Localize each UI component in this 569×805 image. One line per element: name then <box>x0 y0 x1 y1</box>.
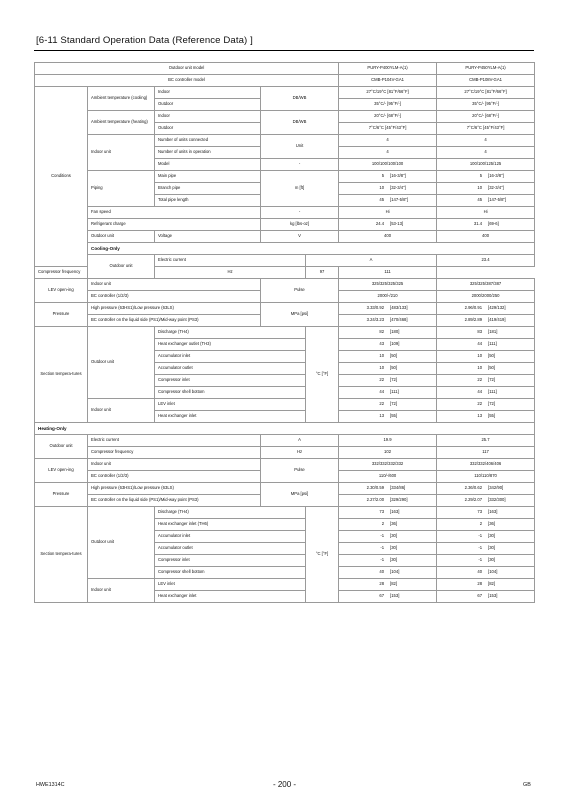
label-temperature-point: Discharge (TH4) <box>155 327 306 339</box>
unit-pulse: Pulse <box>261 279 339 303</box>
header-rule <box>34 50 534 51</box>
table-row <box>35 219 535 231</box>
value-imperial: [82] <box>488 581 496 587</box>
value-imperial: [163] <box>390 509 400 515</box>
label-temperature-point: Accumulator inlet <box>155 351 306 363</box>
value-cell <box>437 579 535 591</box>
unit-hz: Hz <box>155 267 306 279</box>
value-cell <box>437 483 535 495</box>
value-cell <box>339 171 437 183</box>
value-imperial: [53-13] <box>390 221 404 227</box>
value-imperial: [30] <box>488 557 496 563</box>
section-cooling: Cooling-Only <box>88 243 535 255</box>
value-imperial: [32-3/4"] <box>390 185 406 191</box>
value-si: 31.4 <box>473 221 483 227</box>
value-cell <box>339 315 437 327</box>
value-imperial: [111] <box>488 341 497 347</box>
value-cell <box>339 411 437 423</box>
label-temperature-point: Heat exchanger inlet <box>155 591 306 603</box>
table-row <box>35 231 535 243</box>
value-cell <box>437 387 535 399</box>
table-row <box>35 135 535 147</box>
label-pressure: Pressure <box>35 303 88 327</box>
value-si: 40 <box>477 569 483 575</box>
value-si: 22 <box>477 377 483 383</box>
value-si: -1 <box>380 557 385 563</box>
label-branch-pipe: Branch pipe <box>155 183 261 195</box>
doc-code: HWE1314C <box>36 782 65 788</box>
value-si: 3.33/0.92 <box>366 305 385 311</box>
value-cell: Hi <box>437 207 535 219</box>
unit-mpa: MPa [psi] <box>261 303 339 327</box>
value-cell: 27°C/19°C [81°F/66°F] <box>437 87 535 99</box>
value-cell: 7°C/6°C [45°F/43°F] <box>339 123 437 135</box>
label-temperature-point: Accumulator outlet <box>155 363 306 375</box>
table-row <box>35 447 535 459</box>
value-si: -1 <box>380 545 385 551</box>
label-piping: Piping <box>88 171 155 207</box>
section-heating: Heating-Only <box>35 423 535 435</box>
value-si: 2.29/2.07 <box>464 497 483 503</box>
value-cell: 2000/-/210 <box>339 291 437 303</box>
value-si: 40 <box>379 569 385 575</box>
value-cell <box>437 591 535 603</box>
value-imperial: [16-3/8"] <box>390 173 406 179</box>
value-imperial: [419/419] <box>488 317 506 323</box>
value-si: 45 <box>379 197 385 203</box>
value-imperial: [32-3/4"] <box>488 185 504 191</box>
value-imperial: [470/468] <box>390 317 408 323</box>
value-cell <box>437 339 535 351</box>
unit-dbwb: DB/WB <box>261 111 339 135</box>
label-electric-current: Electric current <box>88 435 261 447</box>
page-number: - 200 - <box>272 780 297 789</box>
value-cell: 4 <box>339 135 437 147</box>
value-si: 10 <box>477 353 483 359</box>
value-cell <box>339 579 437 591</box>
unit-a: A <box>306 255 437 267</box>
value-si: 67 <box>477 593 483 599</box>
value-si: 2.89/2.89 <box>464 317 483 323</box>
value-si: 10 <box>379 353 385 359</box>
label-outdoor-unit: Outdoor unit <box>88 255 155 279</box>
value-imperial: [153] <box>390 593 400 599</box>
table-row <box>35 507 535 519</box>
value-cell: 35°C/- [95°F/-] <box>437 99 535 111</box>
value-si: 2.27/2.00 <box>366 497 385 503</box>
table-row <box>35 423 535 435</box>
value-cell: 20°C/- [68°F/-] <box>437 111 535 123</box>
value-imperial: [147-5/8"] <box>488 197 507 203</box>
unit-m-ft: m [ft] <box>261 171 339 207</box>
unit-unit: Unit <box>261 135 339 159</box>
value-imperial: [104] <box>390 569 400 575</box>
value-imperial: [30] <box>390 533 398 539</box>
value-imperial: [147-5/8"] <box>390 197 409 203</box>
value-imperial: [429/132] <box>488 305 506 311</box>
unit-dash: - <box>261 159 339 171</box>
value-cell: 111 <box>339 267 437 279</box>
value-cell <box>339 339 437 351</box>
label-outdoor-unit: Outdoor unit <box>88 231 155 243</box>
value-cell: 400 <box>437 231 535 243</box>
value-si: 28 <box>477 581 483 587</box>
label-bc-pressure: BC controller on the liquid side (PS1)/Mid-way point (PS3) <box>88 495 261 507</box>
unit-dash: - <box>261 207 339 219</box>
value-cell <box>339 363 437 375</box>
table-row <box>35 171 535 183</box>
value-si: 2.30/0.59 <box>366 485 385 491</box>
unit-degc: °C [°F] <box>306 507 339 603</box>
value-cell <box>437 567 535 579</box>
label-units-operation: Number of units in operation <box>155 147 261 159</box>
value-si: 83 <box>477 329 483 335</box>
value-cell <box>437 399 535 411</box>
label-outdoor-unit: Outdoor unit <box>35 435 88 459</box>
value-cell <box>437 351 535 363</box>
value-cell <box>437 555 535 567</box>
label-main-pipe: Main pipe <box>155 171 261 183</box>
label-indoor-unit: Indoor unit <box>88 579 155 603</box>
label-ambient-cooling: Ambient temperature (cooling) <box>88 87 155 111</box>
value-cell <box>437 495 535 507</box>
value-si: 13 <box>477 413 483 419</box>
label-temperature-point: Compressor shell bottom <box>155 567 306 579</box>
label-lev-opening: LEV open-ing <box>35 459 88 483</box>
label-bc-controller-model: BC controller model <box>35 75 339 87</box>
value-si: -1 <box>478 533 483 539</box>
value-cell: 25.7 <box>437 435 535 447</box>
label-units-connected: Number of units connected <box>155 135 261 147</box>
table-row <box>35 327 535 339</box>
value-imperial: [104] <box>488 569 498 575</box>
value-cell: 117 <box>437 447 535 459</box>
value-cell <box>437 195 535 207</box>
value-cell <box>339 483 437 495</box>
value-cell <box>437 315 535 327</box>
label-temperature-point: Heat exchanger inlet (TH6) <box>155 519 306 531</box>
value-imperial: [72] <box>488 401 496 407</box>
value-imperial: [163] <box>488 509 498 515</box>
value-cell: 19.9 <box>339 435 437 447</box>
bc-model-col-2: CMB-P108V-GA1 <box>437 75 535 87</box>
label-lev-opening: LEV open-ing <box>35 279 88 303</box>
value-cell: 35°C/- [95°F/-] <box>339 99 437 111</box>
value-cell <box>339 387 437 399</box>
value-cell <box>437 543 535 555</box>
value-si: 24.4 <box>375 221 385 227</box>
value-imperial: [72] <box>390 401 398 407</box>
value-imperial: [30] <box>390 545 398 551</box>
label-section-temperatures: Section tempera-tures <box>35 507 88 603</box>
value-si: 73 <box>477 509 483 515</box>
value-imperial: [72] <box>488 377 496 383</box>
label-total-pipe: Total pipe length <box>155 195 261 207</box>
label-outdoor-unit-model: Outdoor unit model <box>35 63 339 75</box>
value-imperial: [329/290] <box>390 497 408 503</box>
value-cell <box>437 303 535 315</box>
label-indoor-unit: Indoor unit <box>88 279 261 291</box>
page-title: [6-11 Standard Operation Data (Reference Data) ] <box>36 35 253 46</box>
label-high-low-pressure: High pressure (63HS1)/Low pressure (63LS) <box>88 483 261 495</box>
label-refrigerant: Refrigerant charge <box>88 219 261 231</box>
value-cell <box>437 363 535 375</box>
value-si: 2.96/0.91 <box>464 305 483 311</box>
value-cell: 332/332/332/332 <box>339 459 437 471</box>
table-row <box>35 579 535 591</box>
table-row <box>35 75 535 87</box>
value-si: 5 <box>381 173 385 179</box>
value-cell: 332/332/406/406 <box>437 459 535 471</box>
label-temperature-point: Accumulator inlet <box>155 531 306 543</box>
value-imperial: [36] <box>390 521 398 527</box>
value-si: 28 <box>379 581 385 587</box>
unit-v: V <box>261 231 339 243</box>
table-row <box>35 87 535 99</box>
value-imperial: [181] <box>488 329 498 335</box>
value-cell <box>437 219 535 231</box>
table-row <box>35 111 535 123</box>
value-cell: 27°C/19°C [81°F/66°F] <box>339 87 437 99</box>
value-cell <box>339 543 437 555</box>
value-cell: 4 <box>339 147 437 159</box>
unit-hz: Hz <box>261 447 339 459</box>
value-si: 44 <box>477 341 483 347</box>
label-temperature-point: Accumulator outlet <box>155 543 306 555</box>
value-imperial: [50] <box>488 353 496 359</box>
value-cell: 20°C/- [68°F/-] <box>339 111 437 123</box>
value-si: 10 <box>477 365 483 371</box>
value-imperial: [55] <box>390 413 398 419</box>
label-indoor-unit: Indoor unit <box>88 459 261 471</box>
value-cell: 4 <box>437 147 535 159</box>
label-section-temperatures: Section tempera-tures <box>35 327 88 423</box>
value-imperial: [72] <box>390 377 398 383</box>
table-row <box>35 399 535 411</box>
value-cell <box>339 555 437 567</box>
label-indoor: Indoor <box>155 87 261 99</box>
value-si: 44 <box>379 389 385 395</box>
value-imperial: [111] <box>390 389 399 395</box>
value-si: 3.24/3.23 <box>366 317 385 323</box>
language-code: GB <box>523 782 531 788</box>
value-si: 44 <box>477 389 483 395</box>
value-cell: 4 <box>437 135 535 147</box>
value-imperial: [334/86] <box>390 485 406 491</box>
value-cell: 325/325/325/325 <box>339 279 437 291</box>
value-si: -1 <box>478 557 483 563</box>
table-row <box>35 279 535 291</box>
value-cell <box>339 591 437 603</box>
bc-model-col-1: CMB-P104V-GA1 <box>339 75 437 87</box>
value-si: -1 <box>478 545 483 551</box>
value-si: 2 <box>381 521 385 527</box>
value-imperial: [180] <box>390 329 400 335</box>
unit-a: A <box>261 435 339 447</box>
label-indoor: Indoor <box>155 111 261 123</box>
value-cell <box>339 327 437 339</box>
value-cell <box>339 351 437 363</box>
value-si: 2.36/0.62 <box>464 485 483 491</box>
value-imperial: [50] <box>488 365 496 371</box>
value-cell <box>437 411 535 423</box>
table-row <box>35 255 535 267</box>
table-row <box>35 435 535 447</box>
value-si: 13 <box>379 413 385 419</box>
value-cell: 110/-/600 <box>339 471 437 483</box>
label-bc-controller-123: BC controller (1/2/3) <box>88 471 261 483</box>
label-temperature-point: Heat exchanger inlet <box>155 411 306 423</box>
value-si: 10 <box>477 185 483 191</box>
value-imperial: [69-6] <box>488 221 499 227</box>
label-fan-speed: Fan speed <box>88 207 261 219</box>
value-si: 2 <box>479 521 483 527</box>
value-cell <box>437 507 535 519</box>
value-cell <box>437 183 535 195</box>
value-cell <box>339 375 437 387</box>
value-cell: 100/100/100/100 <box>339 159 437 171</box>
value-imperial: [50] <box>390 353 398 359</box>
label-ambient-heating: Ambient temperature (heating) <box>88 111 155 135</box>
operation-data-table <box>34 62 535 603</box>
value-si: 22 <box>477 401 483 407</box>
label-compressor-frequency: Compressor frequency <box>35 267 155 279</box>
unit-dbwb: DB/WB <box>261 87 339 111</box>
label-high-low-pressure: High pressure (63HS1)/Low pressure (63LS) <box>88 303 261 315</box>
table-row <box>35 63 535 75</box>
model-col-2: PURY-P450YLM-A(1) <box>437 63 535 75</box>
label-outdoor-unit: Outdoor unit <box>88 327 155 399</box>
unit-kg-lbs: kg [lbs-oz] <box>261 219 339 231</box>
value-imperial: [36] <box>488 521 496 527</box>
value-si: 10 <box>379 185 385 191</box>
table-row <box>35 459 535 471</box>
unit-pulse: Pulse <box>261 459 339 483</box>
value-imperial: [30] <box>390 557 398 563</box>
value-imperial: [30] <box>488 533 496 539</box>
value-cell <box>339 567 437 579</box>
value-cell <box>437 327 535 339</box>
value-si: 67 <box>379 593 385 599</box>
value-cell: 2000/2000/250 <box>437 291 535 303</box>
value-cell <box>339 399 437 411</box>
label-voltage: Voltage <box>155 231 261 243</box>
value-cell <box>437 531 535 543</box>
value-cell <box>339 519 437 531</box>
value-imperial: [111] <box>488 389 497 395</box>
value-si: 10 <box>379 365 385 371</box>
label-temperature-point: Compressor inlet <box>155 375 306 387</box>
value-cell <box>339 531 437 543</box>
label-electric-current: Electric current <box>155 255 306 267</box>
value-si: 22 <box>379 401 385 407</box>
value-cell <box>437 519 535 531</box>
value-cell: 23.4 <box>437 255 535 267</box>
value-cell: 400 <box>339 231 437 243</box>
label-conditions: Conditions <box>35 87 88 267</box>
label-temperature-point: Compressor shell bottom <box>155 387 306 399</box>
table-row <box>35 243 535 255</box>
value-imperial: [109] <box>390 341 400 347</box>
label-bc-pressure: BC controller on the liquid side (PS1)/Mid-way point (PS3) <box>88 315 261 327</box>
label-outdoor: Outdoor <box>155 123 261 135</box>
unit-degc: °C [°F] <box>306 327 339 423</box>
value-imperial: [483/133] <box>390 305 408 311</box>
value-cell <box>339 183 437 195</box>
value-si: 5 <box>479 173 483 179</box>
label-temperature-point: LEV inlet <box>155 579 306 591</box>
table-row <box>35 483 535 495</box>
table-row <box>35 207 535 219</box>
value-si: 73 <box>379 509 385 515</box>
value-cell <box>339 303 437 315</box>
label-temperature-point: Compressor inlet <box>155 555 306 567</box>
value-imperial: [332/300] <box>488 497 506 503</box>
value-imperial: [342/90] <box>488 485 504 491</box>
value-cell: 100/100/125/125 <box>437 159 535 171</box>
value-cell: 97 <box>306 267 339 279</box>
value-imperial: [16-3/8"] <box>488 173 504 179</box>
unit-mpa: MPa [psi] <box>261 483 339 507</box>
table-row <box>35 303 535 315</box>
label-indoor-unit: Indoor unit <box>88 399 155 423</box>
value-imperial: [50] <box>390 365 398 371</box>
value-si: -1 <box>380 533 385 539</box>
value-cell <box>437 375 535 387</box>
value-cell: Hi <box>339 207 437 219</box>
label-outdoor-unit: Outdoor unit <box>88 507 155 579</box>
value-cell: 325/325/387/387 <box>437 279 535 291</box>
value-cell <box>339 195 437 207</box>
value-cell <box>339 507 437 519</box>
label-model: Model <box>155 159 261 171</box>
label-temperature-point: LEV inlet <box>155 399 306 411</box>
value-cell: 102 <box>339 447 437 459</box>
label-indoor-unit: Indoor unit <box>88 135 155 171</box>
label-compressor-frequency: Compressor frequency <box>88 447 261 459</box>
value-cell <box>339 495 437 507</box>
label-outdoor: Outdoor <box>155 99 261 111</box>
value-cell: 110/110/870 <box>437 471 535 483</box>
value-imperial: [55] <box>488 413 496 419</box>
value-cell <box>339 219 437 231</box>
label-temperature-point: Discharge (TH4) <box>155 507 306 519</box>
value-si: 82 <box>379 329 385 335</box>
label-pressure: Pressure <box>35 483 88 507</box>
value-si: 43 <box>379 341 385 347</box>
value-imperial: [82] <box>390 581 398 587</box>
label-temperature-point: Heat exchanger outlet (TH3) <box>155 339 306 351</box>
value-si: 22 <box>379 377 385 383</box>
value-cell <box>437 171 535 183</box>
value-imperial: [30] <box>488 545 496 551</box>
label-bc-controller-123: BC controller (1/2/3) <box>88 291 261 303</box>
value-imperial: [153] <box>488 593 498 599</box>
value-cell: 7°C/6°C [45°F/43°F] <box>437 123 535 135</box>
model-col-1: PURY-P400YLM-A(1) <box>339 63 437 75</box>
value-si: 45 <box>477 197 483 203</box>
